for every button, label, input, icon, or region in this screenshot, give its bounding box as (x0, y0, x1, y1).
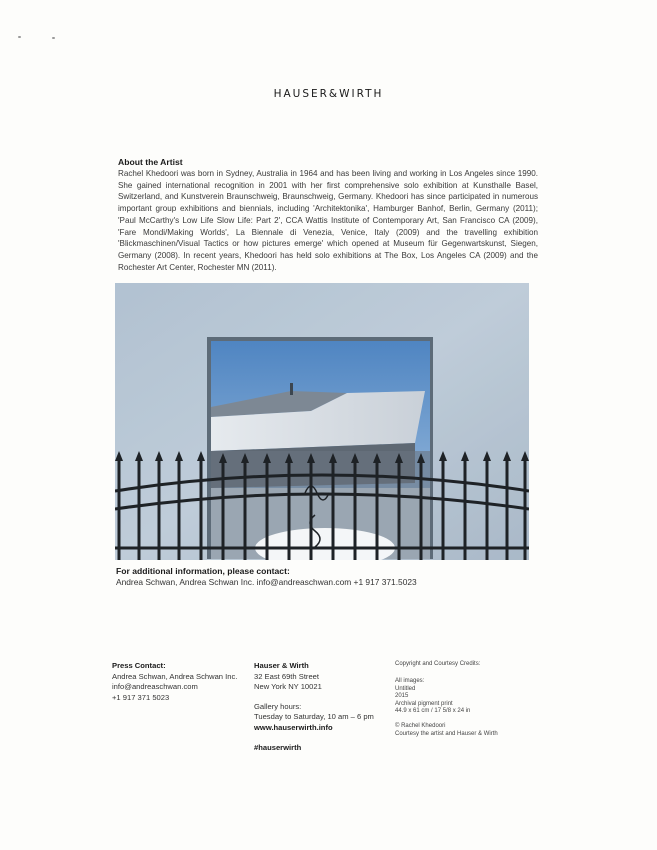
gallery-address-1: 32 East 69th Street (254, 671, 320, 681)
credits-images-label: All images: (395, 678, 425, 685)
additional-info-label: For additional information, please contact: (116, 566, 290, 576)
artwork-photo (115, 283, 529, 560)
credits-line: 2015 (395, 693, 409, 700)
press-contact-title: Press Contact: (112, 661, 166, 670)
press-contact-line: Andrea Schwan, Andrea Schwan Inc. (112, 671, 238, 681)
credits-line: Archival pigment print (395, 700, 453, 707)
credits (395, 661, 545, 738)
additional-info (116, 566, 536, 588)
credits-courtesy: Courtesy the artist and Hauser & Wirth (395, 730, 498, 737)
scan-speck (52, 37, 55, 39)
press-contact (112, 661, 252, 703)
about-section (118, 157, 538, 273)
credits-title: Copyright and Courtesy Credits: (395, 661, 481, 667)
about-body: Rachel Khedoori was born in Sydney, Australia in 1964 and has been living and working in Los Angeles since 1990. She gained international recognition in 2001 with her first comprehensive solo exhibition at Kunsthalle Basel, Switzerland, and Kunstverein Braunschweig, Braunschweig, Germany. Khedoori has since participated in numerous important group exhibitions and biennials, including 'Architektonika', Hamburger Banhof, Berlin, Germany (2011); 'Paul McCarthy's Low Life Slow Life: Part 2', CCA Wattis Institute of Contemporary Art, San Francisco CA (2009), 'Fare Mondi/Making Worlds', La Biennale di Venezia, Venice, Italy (2009) and the travelling exhibition 'Blickmaschinen/Visual Tactics or how pictures emerge' which opened at Museum für Gegenwartskunst, Siegen, Germany (2008). In recent years, Khedoori has held solo exhibitions at The Box, Los Angeles CA (2009) and the Rochester Art Center, Rochester MN (2011). (118, 169, 538, 272)
gallery-hours-label: Gallery hours: (254, 701, 302, 711)
gallery-hashtag: #hauserwirth (254, 742, 302, 752)
about-heading: About the Artist (118, 157, 183, 167)
credits-line: Untitled (395, 685, 416, 692)
gallery-address-2: New York NY 10021 (254, 682, 322, 692)
press-contact-phone: +1 917 371 5023 (112, 692, 170, 702)
gallery-info (254, 661, 394, 753)
credits-line: 44.9 x 61 cm / 17 5/8 x 24 in (395, 708, 471, 715)
additional-info-value: Andrea Schwan, Andrea Schwan Inc. info@andreaschwan.com +1 917 371.5023 (116, 577, 417, 587)
gallery-title: Hauser & Wirth (254, 661, 309, 670)
hauser-wirth-logo: HAUSER&WIRTH (273, 88, 384, 100)
gallery-hours: Tuesday to Saturday, 10 am – 6 pm (254, 712, 374, 722)
scan-speck (18, 36, 21, 38)
gallery-website: www.hauserwirth.info (254, 722, 333, 732)
credits-copyright: © Rachel Khedoori (395, 723, 446, 730)
press-contact-email: info@andreaschwan.com (112, 682, 198, 692)
